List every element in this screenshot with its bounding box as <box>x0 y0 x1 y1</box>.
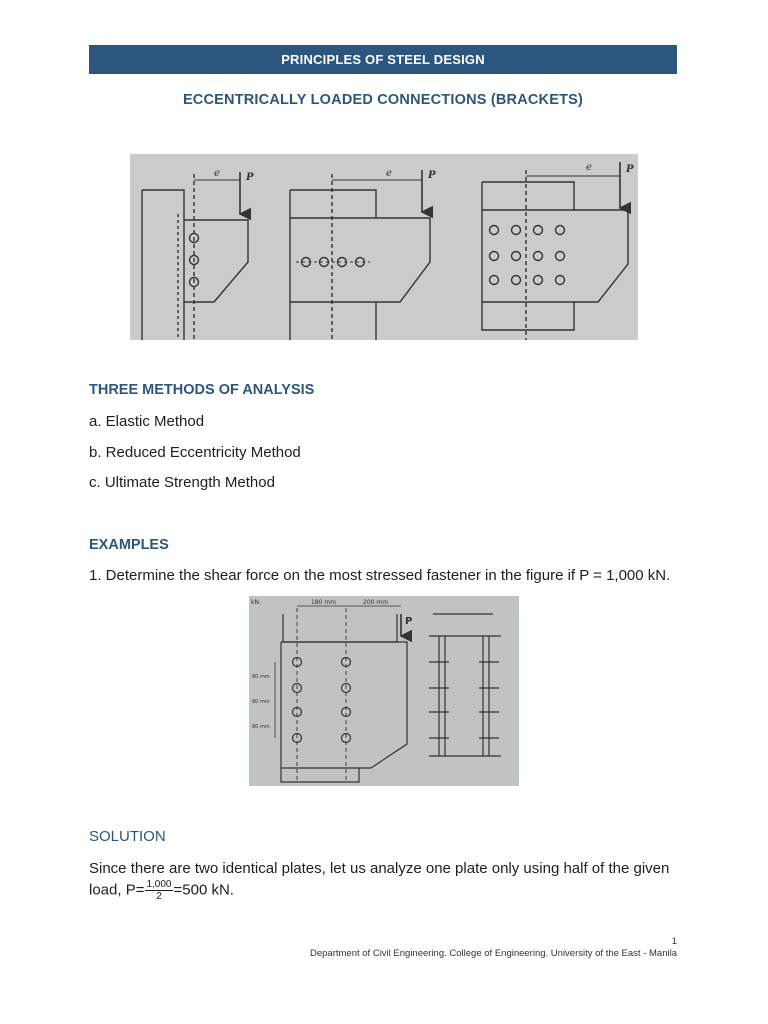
bracket-b-load-label: P <box>428 170 436 181</box>
page-title: ECCENTRICALLY LOADED CONNECTIONS (BRACKETS) <box>182 92 584 108</box>
fraction-numerator: 1,000 <box>146 879 172 890</box>
half-load-fraction <box>145 879 172 902</box>
example-bolt-group <box>293 658 351 743</box>
banner-title: PRINCIPLES OF STEEL DESIGN <box>281 52 485 67</box>
example-dim-right: 200 mm <box>363 599 389 606</box>
bracket-b <box>290 170 430 340</box>
page-footer: Department of Civil Engineering. College of Engineering. University of the East - Manila <box>310 948 677 959</box>
bracket-connections-drawing <box>130 154 638 340</box>
example-load-label: P <box>405 616 413 627</box>
example-spacing-1: 80 mm <box>252 674 270 680</box>
bracket-a <box>142 172 248 340</box>
solution-text-line-2 <box>89 879 234 902</box>
page-number: 1 <box>671 936 677 947</box>
example-corner-note: kN. <box>251 599 261 606</box>
header-banner <box>89 45 677 74</box>
example-problem-text: 1. Determine the shear force on the most stressed fastener in the figure if P = 1,000 kN. <box>89 567 671 584</box>
example-dim-left: 180 mm <box>311 599 337 606</box>
bracket-c-eccentricity-label: e <box>586 162 592 173</box>
example-bracket-figure <box>249 596 519 786</box>
bracket-b-eccentricity-label: e <box>386 168 392 179</box>
method-item-elastic: a. Elastic Method <box>89 413 205 430</box>
bracket-c-load-label: P <box>626 164 634 175</box>
solution-load-result: =500 kN. <box>173 881 234 899</box>
solution-heading: SOLUTION <box>89 828 166 845</box>
example-bracket-drawing <box>249 596 519 786</box>
solution-text-line-1: Since there are two identical plates, let us analyze one plate only using half of the given <box>89 860 670 877</box>
solution-load-prefix: load, P= <box>89 881 145 899</box>
example-spacing-3: 80 mm <box>252 724 270 730</box>
bracket-a-load-label: P <box>246 172 254 183</box>
method-item-ultimate-strength: c. Ultimate Strength Method <box>89 474 275 491</box>
bracket-a-eccentricity-label: e <box>214 168 220 179</box>
examples-heading: EXAMPLES <box>89 537 169 553</box>
bracket-c <box>482 162 628 340</box>
bracket-connections-figure <box>130 154 638 340</box>
method-item-reduced-eccentricity: b. Reduced Eccentricity Method <box>89 444 301 461</box>
methods-heading: THREE METHODS OF ANALYSIS <box>89 382 315 398</box>
example-spacing-2: 80 mm <box>252 699 270 705</box>
fraction-denominator: 2 <box>156 891 162 902</box>
